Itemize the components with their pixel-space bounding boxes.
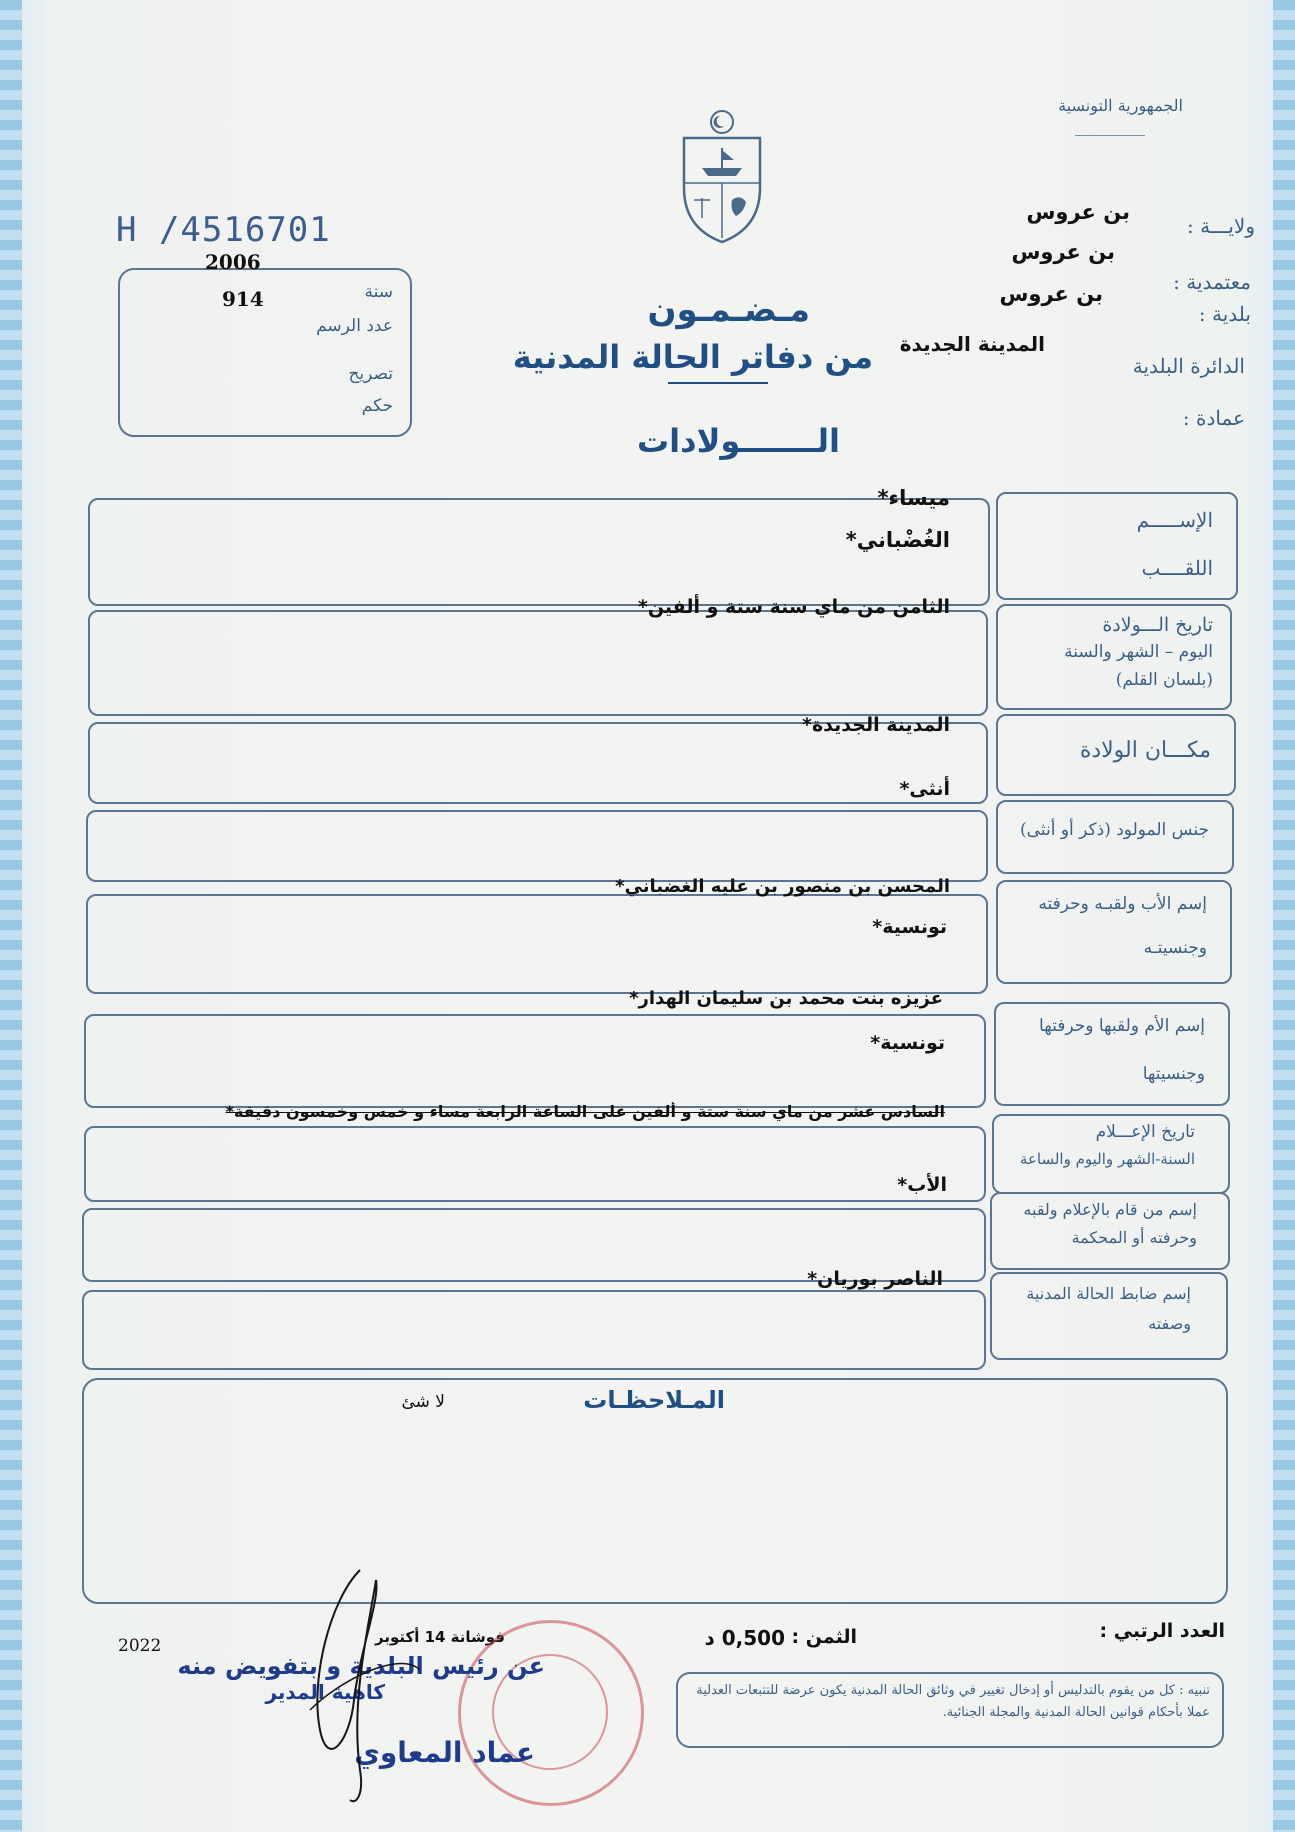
register-number-label: عدد الرسم	[316, 316, 393, 336]
declarant-label: إسم من قام بالإعلام ولقبه	[1023, 1200, 1197, 1219]
place-date: فوشانة 14 أكتوبر	[374, 1628, 505, 1646]
birth-place-label: مكـــان الولادة	[1079, 738, 1211, 763]
doc-title-mahdhoun: مـضـمـون	[647, 290, 810, 330]
first-name-label: الإســـــم	[1136, 508, 1213, 532]
register-year-value: 2006	[205, 250, 261, 274]
signer-delegation-line: عن رئيس البلدية و بتفويض منه	[177, 1652, 545, 1680]
price-value: 0,500 د	[704, 1626, 785, 1650]
daira-value: المدينة الجديدة	[899, 332, 1045, 356]
father-name-value: المحسن بن منصور بن عليه الغضباني*	[615, 876, 950, 897]
coat-of-arms-emblem	[672, 108, 772, 248]
father-nationality-label: وجنسيتـه	[1143, 938, 1207, 958]
father-nationality-value: تونسية*	[872, 916, 947, 938]
birth-date-label: تاريخ الـــولادة	[1102, 614, 1213, 636]
declarant-sublabel: وحرفته أو المحكمة	[1071, 1228, 1197, 1247]
declaration-date-value-box	[84, 1126, 986, 1202]
officer-value-box	[82, 1290, 986, 1370]
surname-value: الغُضْباني*	[845, 528, 950, 552]
register-judgment-label: حكم	[361, 396, 393, 416]
left-security-border	[0, 0, 22, 1832]
name-value-box	[88, 498, 990, 606]
mother-value-box	[84, 1014, 986, 1108]
baladia-value: بن عروس	[999, 282, 1103, 306]
signer-title-line: كاهية المدير	[265, 1680, 385, 1704]
republic-underline	[1075, 135, 1145, 136]
register-number-value: 914	[222, 287, 264, 311]
certificate-serial-number: H /4516701	[116, 210, 331, 250]
right-security-border	[1273, 0, 1295, 1832]
officer-label: إسم ضابط الحالة المدنية	[1026, 1284, 1191, 1303]
birth-place-value: المدينة الجديدة*	[802, 714, 950, 736]
mother-name-value: عزيزه بنت محمد بن سليمان الهدار*	[629, 988, 943, 1009]
wilaya-value: بن عروس	[1026, 200, 1130, 224]
handwritten-signature	[290, 1560, 430, 1810]
register-declaration-label: تصريح	[348, 364, 393, 384]
serial-no-label: العدد الرتبي :	[1099, 1620, 1225, 1642]
declarant-value: الأب*	[897, 1174, 947, 1196]
daira-label: الدائرة البلدية	[1132, 354, 1245, 378]
sex-value-box	[86, 810, 988, 882]
sex-label: جنس المولود (ذكر أو أنثى)	[1020, 820, 1209, 840]
declaration-date-value: السادس عشر من ماي سنة ستة و ألفين على الساعة الرابعة مساء و خمس وخمسون دقيقة*	[225, 1102, 945, 1121]
birth-date-value-box	[88, 610, 988, 716]
birth-date-value: الثامن من ماي سنة ستة و ألفين*	[637, 596, 950, 618]
omada-label: عمادة :	[1182, 406, 1245, 430]
doc-title-births: الـــــــولادات	[637, 422, 840, 460]
title-underline	[668, 382, 768, 384]
motamadia-label: معتمدية :	[1173, 270, 1251, 294]
birth-date-pen-note: (بلسان القلم)	[1115, 670, 1213, 690]
notice-text: تنبيه : كل من يقوم بالتدليس أو إدخال تغيير في وثائق الحالة المدنية يكون عرضة للتتبعات العدلية عملا بأحكام قوانين الحالة المدنية والمجلة الجنائية.	[696, 1683, 1210, 1720]
wilaya-label: ولايـــة :	[1186, 214, 1255, 238]
birth-date-sublabel: اليوم – الشهر والسنة	[1064, 642, 1213, 662]
officer-sublabel: وصفته	[1148, 1314, 1191, 1333]
declaration-date-label: تاريخ الإعـــلام	[1095, 1122, 1195, 1142]
register-year-label: سنة	[364, 282, 393, 302]
mother-nationality-label: وجنسيتها	[1142, 1064, 1205, 1084]
remarks-label: المـلاحظـات	[583, 1386, 725, 1414]
sex-value: أنثى*	[899, 778, 950, 800]
mother-label: إسم الأم ولقبها وحرفتها	[1039, 1016, 1205, 1036]
surname-label: اللقــــب	[1141, 556, 1213, 580]
first-name-value: ميساء*	[877, 486, 950, 510]
father-value-box	[86, 894, 988, 994]
baladia-label: بلدية :	[1198, 302, 1251, 326]
declaration-date-sublabel: السنة-الشهر واليوم والساعة	[1019, 1150, 1195, 1168]
issue-year: 2022	[118, 1636, 162, 1656]
remarks-value: لا شئ	[401, 1392, 445, 1412]
motamadia-value: بن عروس	[1011, 240, 1115, 264]
republic-label: الجمهورية التونسية	[1058, 96, 1183, 115]
mother-nationality-value: تونسية*	[870, 1032, 945, 1054]
signer-name: عماد المعاوي	[354, 1736, 535, 1769]
price-label: الثمن :	[791, 1626, 857, 1648]
father-label: إسم الأب ولقبـه وحرفته	[1038, 894, 1207, 914]
officer-value: الناصر بوريان*	[807, 1268, 943, 1290]
doc-title-registers: من دفاتر الحالة المدنية	[512, 338, 873, 376]
